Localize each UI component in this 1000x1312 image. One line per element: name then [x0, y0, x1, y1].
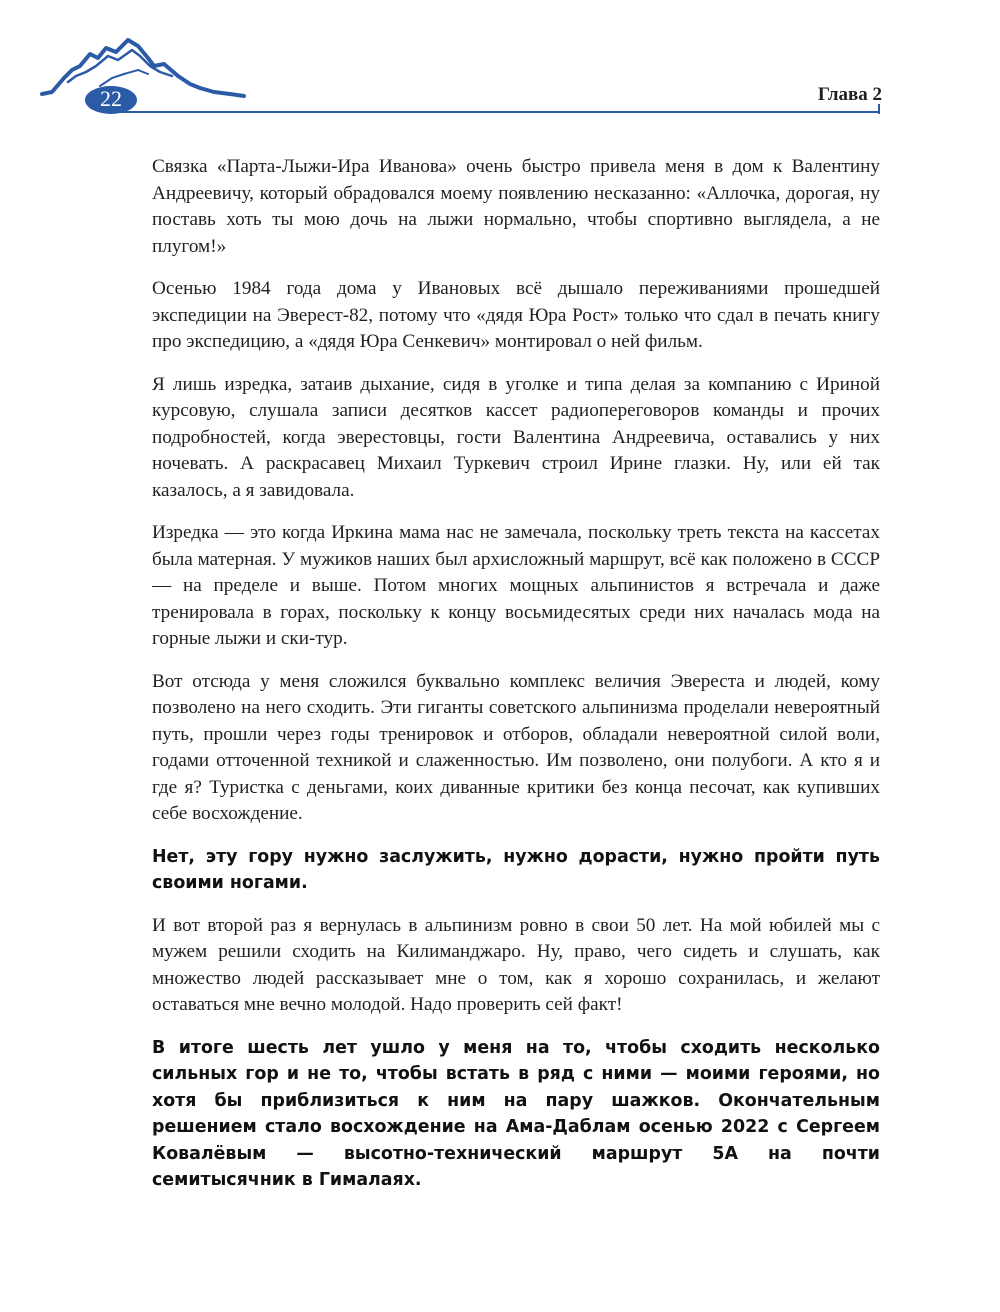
mountain-logo-icon [40, 36, 252, 120]
page-body [152, 154, 880, 1210]
paragraph: Я лишь изредка, затаив дыхание, сидя в уголке и типа делая за компанию с Ириной курсовую, слушала записи десятков кассет радиопереговоров команды и прочих подробностей, когда эверестовцы, гости Валентина Андреевича, оставались у них ночевать. А раскрасавец Михаил Туркевич строил Ирине глазки. Ну, или ей так казалось, а я завидовала. [152, 373, 880, 501]
paragraph: Вот отсюда у меня сложился буквально комплекс величия Эвереста и людей, кому позволено на него сходить. Эти гиганты советского альпинизма проделали невероятный путь, прошли через годы тренировок и отборов, обладали невероятной силой воли, годами отточенной техникой и слаженностью. Им позволено, они полубоги. А кто я и где я? Туристка с деньгами, коих диванные критики без конца песочат, как купивших себе восхождение. [152, 670, 880, 824]
paragraph: Осенью 1984 года дома у Ивановых всё дышало переживаниями прошедшей экспедиции на Эверест-82, потому что «дядя Юра Рост» только что сдал в печать книгу про экспедицию, а «дядя Юра Сенкевич» монтировал о ней фильм. [152, 278, 880, 352]
paragraph: Изредка — это когда Иркина мама нас не замечала, поскольку треть текста на кассетах была матерная. У мужиков наших был архисложный маршрут, всё как положено в СССР — на пределе и выше. Потом многих мощных альпинистов я встречала и даже тренировала в горах, поскольку к концу восьмидесятых среди них началась мода на горные лыжи и ски-тур. [152, 522, 880, 649]
header-rule [120, 111, 880, 113]
page-number: 22 [100, 86, 122, 111]
chapter-label: Глава 2 [817, 84, 882, 105]
paragraph: Связка «Парта-Лыжи-Ира Иванова» очень быстро привела меня в дом к Валентину Андреевичу, который обрадовался моему появлению несказанно: «Аллочка, дорогая, ну поставь хоть ты мою дочь на лыжи нормально, чтобы спортивно выглядела, а не плугом!» [152, 156, 880, 257]
emphasis-paragraph: Нет, эту гору нужно заслужить, нужно дорасти, нужно пройти путь своими ногами. [152, 846, 880, 893]
paragraph: И вот второй раз я вернулась в альпинизм ровно в свои 50 лет. На мой юбилей мы с мужем решили сходить на Килиманджаро. Ну, право, чего сидеть и слушать, как множество людей рассказывает мне о том, как я хорошо сохранилась, и желают оставаться мне вечно молодой. Надо проверить сей факт! [152, 914, 880, 1015]
emphasis-paragraph: В итоге шесть лет ушло у меня на то, чтобы сходить несколько сильных гор и не то, чтобы встать в ряд с ними — моими героями, но хотя бы приблизиться к ним на пару шажков. Окончательным решением стало восхождение на Ама-Даблам осенью 2022 с Сергеем Ковалёвым — высотно-технический маршрут 5А на почти семитысячник в Гималаях. [152, 1037, 880, 1190]
